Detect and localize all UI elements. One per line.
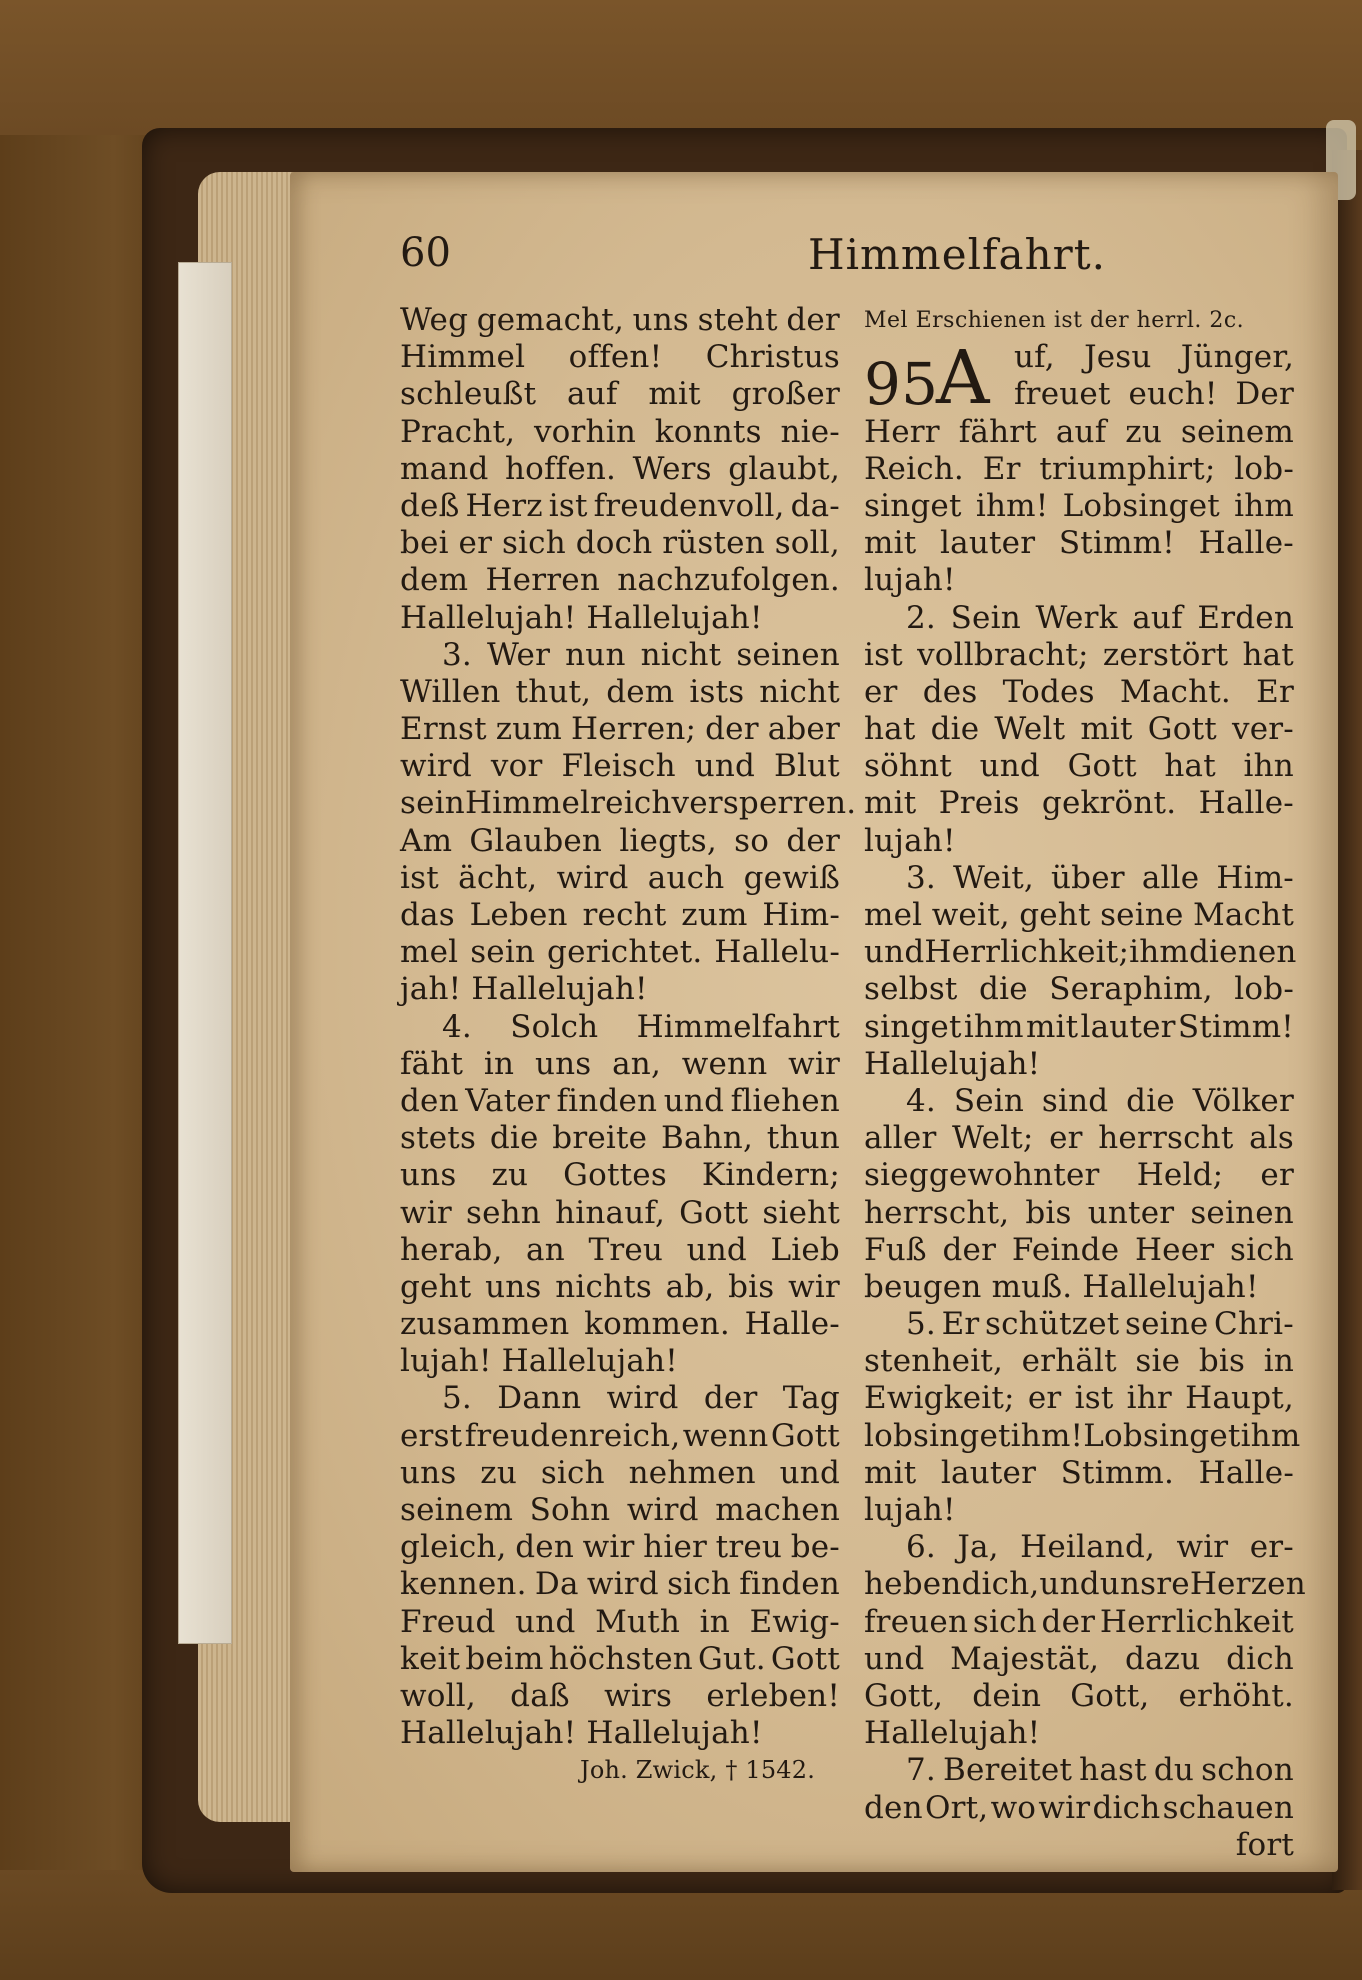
hymn-opening bbox=[864, 335, 1294, 422]
text-line: Ernst zum Herren; der aber bbox=[400, 711, 840, 748]
text-line: 2. Sein Werk auf Erden bbox=[906, 599, 1294, 636]
text-line: keit beim höchsten Gut. Gott bbox=[400, 1640, 840, 1677]
text-line: herrscht, bis unter seinen bbox=[864, 1194, 1294, 1231]
text-line: geht uns nichts ab, bis wir bbox=[400, 1268, 840, 1305]
text-line: mand hoffen. Wers glaubt, bbox=[400, 450, 840, 487]
text-line: söhnt und Gott hat ihn bbox=[864, 748, 1294, 785]
text-line: Himmel offen! Christus bbox=[400, 339, 840, 376]
text-line: sieggewohnter Held; er bbox=[864, 1157, 1294, 1194]
hymn-number: 95 bbox=[864, 350, 939, 419]
text-line: 5. Dann wird der Tag bbox=[442, 1380, 840, 1417]
text-line: Freud und Muth in Ewig- bbox=[400, 1603, 840, 1640]
text-line: beugen muß. Hallelujah! bbox=[864, 1268, 1259, 1305]
text-line: stets die breite Bahn, thun bbox=[400, 1120, 840, 1157]
melody-note: Mel Erschienen ist der herrl. 2c. bbox=[864, 308, 1245, 333]
left-column bbox=[400, 302, 857, 1790]
text-line: sein Himmelreich versperren. bbox=[400, 785, 857, 822]
text-line: kennen. Da wird sich finden bbox=[400, 1566, 840, 1603]
text-line: Hallelujah! bbox=[864, 1045, 1041, 1082]
background-top bbox=[0, 0, 1362, 135]
text-line: dem Herren nachzufolgen. bbox=[400, 562, 840, 599]
text-line: den Ort, wo wir dich schauen bbox=[864, 1789, 1294, 1826]
text-line: und Majestät, dazu dich bbox=[864, 1640, 1294, 1677]
text-line: Gott, dein Gott, erhöht. bbox=[864, 1677, 1294, 1714]
text-line: Hallelujah! bbox=[864, 1715, 1041, 1752]
text-line: mit lauter Stimm! Halle- bbox=[864, 525, 1294, 562]
text-line: lujah! Hallelujah! bbox=[400, 1343, 678, 1380]
drop-cap-initial: A bbox=[936, 335, 990, 422]
book-page bbox=[290, 172, 1338, 1872]
text-line: fäht in uns an, wenn wir bbox=[400, 1045, 840, 1082]
right-column-text bbox=[864, 413, 1306, 1864]
text-line: freuen sich der Herrlichkeit bbox=[864, 1603, 1294, 1640]
text-line: zusammen kommen. Halle- bbox=[400, 1306, 840, 1343]
text-line: wir sehn hinauf, Gott sieht bbox=[400, 1194, 840, 1231]
text-line: den Vater finden und fliehen bbox=[400, 1082, 840, 1119]
text-line: Pracht, vorhin konnts nie- bbox=[400, 413, 840, 450]
text-line: aller Welt; er herrscht als bbox=[864, 1120, 1294, 1157]
text-line: wird vor Fleisch und Blut bbox=[400, 748, 840, 785]
page-number: 60 bbox=[400, 230, 451, 276]
text-line: erst freudenreich, wenn Gott bbox=[400, 1417, 840, 1454]
text-line: seinem Sohn wird machen bbox=[400, 1492, 840, 1528]
text-line: uns zu sich nehmen und bbox=[400, 1454, 840, 1491]
text-line: 3. Wer nun nicht seinen bbox=[442, 636, 840, 673]
text-line: herab, an Treu und Lieb bbox=[400, 1231, 840, 1268]
text-line: 6. Ja, Heiland, wir er- bbox=[906, 1529, 1294, 1566]
text-line: bei er sich doch rüsten soll, bbox=[400, 525, 840, 562]
text-line: ist ächt, wird auch gewiß bbox=[400, 859, 840, 896]
text-line: 4. Sein sind die Völker bbox=[906, 1082, 1294, 1119]
text-line: Fuß der Feinde Heer sich bbox=[864, 1231, 1294, 1268]
text-line: Am Glauben liegts, so der bbox=[400, 822, 840, 859]
text-line: 5. Er schützet seine Chri- bbox=[906, 1306, 1294, 1343]
text-line: 7. Bereitet hast du schon bbox=[906, 1752, 1294, 1789]
running-title: Himmelfahrt. bbox=[808, 230, 1106, 279]
text-line: fort bbox=[1235, 1826, 1294, 1863]
text-line: uns zu Gottes Kindern; bbox=[400, 1157, 840, 1194]
text-line: 3. Weit, über alle Him- bbox=[906, 859, 1294, 896]
text-line: mit Preis gekrönt. Halle- bbox=[864, 785, 1294, 822]
text-line: heben dich, und unsre Herzen bbox=[864, 1566, 1306, 1603]
text-line: selbst die Seraphim, lob- bbox=[864, 971, 1294, 1008]
text-line: Hallelujah! Hallelujah! bbox=[400, 599, 763, 636]
text-line: mel sein gerichtet. Hallelu- bbox=[400, 934, 840, 971]
text-line: lujah! bbox=[864, 562, 956, 599]
text-line: Willen thut, dem ists nicht bbox=[400, 673, 840, 710]
text-line: lobsinget ihm! Lobsinget ihm bbox=[864, 1417, 1301, 1454]
text-line: stenheit, erhält sie bis in bbox=[864, 1343, 1294, 1380]
inserted-paper-strip bbox=[178, 262, 232, 1644]
text-line: deß Herz ist freudenvoll, da- bbox=[400, 487, 840, 524]
text-line: schleußt auf mit großer bbox=[400, 376, 840, 413]
text-line: Herr fährt auf zu seinem bbox=[864, 413, 1294, 450]
text-line: mel weit, geht seine Macht bbox=[864, 897, 1294, 934]
text-line: hat die Welt mit Gott ver- bbox=[864, 711, 1294, 748]
text-line: Hallelujah! Hallelujah! bbox=[400, 1715, 763, 1752]
hymn-second-line: freuet euch! Der bbox=[1014, 376, 1294, 413]
page-header bbox=[400, 230, 1280, 290]
text-line: mit lauter Stimm. Halle- bbox=[864, 1454, 1294, 1491]
text-line: singet ihm mit lauter Stimm! bbox=[864, 1008, 1294, 1045]
right-column bbox=[864, 302, 1306, 1864]
text-line: lujah! bbox=[864, 822, 956, 859]
text-line: singet ihm! Lobsinget ihm bbox=[864, 487, 1294, 524]
text-line: Reich. Er triumphirt; lob- bbox=[864, 450, 1294, 487]
text-line: 4. Solch Himmelfahrt bbox=[442, 1008, 840, 1045]
text-line: Weg gemacht, uns steht der bbox=[400, 302, 840, 338]
text-line: ist vollbracht; zerstört hat bbox=[864, 636, 1294, 673]
author-attribution: Joh. Zwick, † 1542. bbox=[580, 1756, 816, 1785]
text-line: Ewigkeit; er ist ihr Haupt, bbox=[864, 1380, 1294, 1417]
text-line: woll, daß wirs erleben! bbox=[400, 1677, 840, 1714]
hymn-first-line: uf, Jesu Jünger, bbox=[1014, 339, 1294, 376]
text-line: er des Todes Macht. Er bbox=[864, 673, 1294, 710]
text-line: jah! Hallelujah! bbox=[400, 971, 648, 1008]
text-line: und Herrlichkeit; ihm dienen bbox=[864, 934, 1297, 971]
text-line: lujah! bbox=[864, 1492, 956, 1529]
text-line: gleich, den wir hier treu be- bbox=[400, 1529, 840, 1566]
text-line: das Leben recht zum Him- bbox=[400, 897, 840, 933]
